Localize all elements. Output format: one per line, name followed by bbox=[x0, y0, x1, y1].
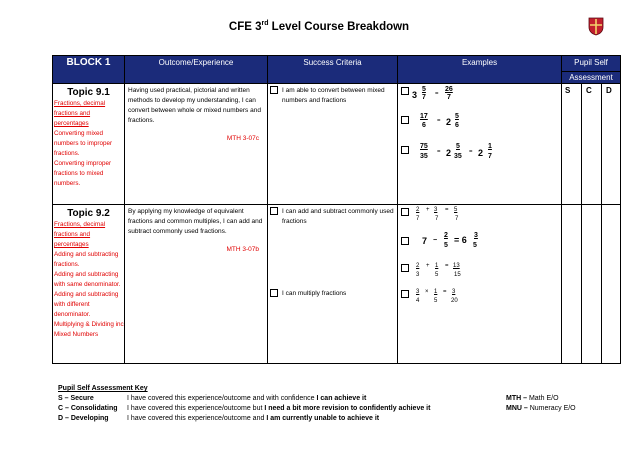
topic-9-1-line-2: Converting improper fractions to mixed numbers. bbox=[54, 160, 112, 187]
key-code: MTH – bbox=[506, 395, 527, 402]
header-pupil-self-assessment bbox=[562, 56, 621, 72]
key-title: Pupil Self Assessment Key bbox=[58, 385, 148, 392]
psa-line-1: Pupil Self bbox=[574, 58, 608, 67]
title-rest: Level Course Breakdown bbox=[268, 20, 410, 33]
key-row-developing bbox=[58, 414, 628, 424]
ex-whole: 2 bbox=[478, 148, 484, 158]
ex-num: 5 bbox=[422, 86, 426, 93]
ex-den: 15 bbox=[454, 272, 461, 278]
ex-eq: = bbox=[445, 207, 449, 213]
topic-9-2-details bbox=[53, 220, 124, 340]
topic-9-2-line-3: Adding and subtracting with different denominator. bbox=[54, 291, 119, 318]
self-assessment-c-cell[interactable] bbox=[582, 205, 602, 364]
key-code-meaning: Math E/O bbox=[527, 395, 559, 402]
ex-num: 3 bbox=[416, 289, 420, 295]
self-assessment-d-cell[interactable] bbox=[602, 84, 621, 205]
ex-eq: = bbox=[445, 263, 449, 269]
self-assessment-s-cell[interactable] bbox=[562, 84, 582, 205]
ex-den: 20 bbox=[451, 298, 458, 304]
example-checkbox[interactable] bbox=[401, 290, 409, 298]
ex-whole: 2 bbox=[446, 117, 452, 127]
title-main: CFE 3 bbox=[228, 20, 262, 33]
ex-eq: = bbox=[437, 149, 441, 155]
ex-whole: 3 bbox=[412, 90, 418, 100]
header-block: BLOCK 1 bbox=[53, 56, 125, 84]
ex-num: 5 bbox=[455, 113, 459, 120]
ex-num: 2 bbox=[444, 232, 448, 239]
topic-9-2-subtitle: Fractions, decimal fractions and percentages bbox=[54, 221, 106, 248]
ex-eq: = bbox=[443, 289, 447, 295]
key-label: C – Consolidating bbox=[58, 405, 118, 412]
ex-num: 13 bbox=[453, 263, 460, 269]
topic-9-2-line-2: Adding and subtracting with same denominator. bbox=[54, 271, 121, 288]
key-text: I have covered this experience/outcome but bbox=[127, 405, 265, 412]
topic-9-2-cell bbox=[53, 205, 125, 364]
ex-den: 7 bbox=[488, 153, 492, 160]
ex-den: 6 bbox=[422, 122, 426, 129]
key-row-consolidating bbox=[58, 404, 628, 414]
psa-label-s: S bbox=[565, 86, 571, 95]
example-checkbox[interactable] bbox=[401, 116, 409, 124]
ex-num: 2 bbox=[416, 207, 420, 213]
example-checkbox[interactable] bbox=[401, 264, 409, 272]
ex-den: 7 bbox=[422, 94, 426, 101]
header-criteria: Success Criteria bbox=[268, 56, 398, 84]
ex-den: 5 bbox=[434, 298, 438, 304]
key-label: D – Developing bbox=[58, 415, 109, 422]
topic-9-2-criterion-1 bbox=[268, 205, 397, 229]
key-text: I have covered this experience/outcome and bbox=[127, 415, 267, 422]
ex-den: 35 bbox=[454, 153, 462, 160]
ex-den: 6 bbox=[455, 122, 459, 129]
key-bold-text: I can achieve it bbox=[316, 395, 367, 402]
topic-9-2-row bbox=[53, 205, 621, 364]
topic-9-1-details bbox=[53, 99, 124, 189]
key-bold-text: I am currently unable to achieve it bbox=[266, 415, 380, 422]
ex-num: 1 bbox=[434, 289, 438, 295]
topic-9-2-criterion-2 bbox=[268, 287, 349, 301]
ex-den: 7 bbox=[416, 216, 420, 222]
ex-den: 5 bbox=[444, 242, 448, 249]
topic-9-2-criterion-1-text: I can add and subtract commonly used fractions bbox=[282, 208, 394, 225]
topic-9-1-row bbox=[53, 84, 621, 205]
ex-op: + bbox=[426, 263, 430, 269]
self-assessment-key bbox=[58, 384, 628, 424]
page-title bbox=[0, 20, 638, 33]
example-checkbox[interactable] bbox=[401, 208, 409, 216]
topic-9-2-examples-cell bbox=[398, 205, 562, 364]
ex-num: 2 bbox=[416, 263, 420, 269]
ex-eq: = bbox=[437, 118, 441, 124]
psa-column-labels bbox=[561, 86, 621, 98]
ex-num: 1 bbox=[488, 143, 492, 150]
example-checkbox[interactable] bbox=[401, 87, 409, 95]
topic-9-1-code: MTH 3-07c bbox=[226, 135, 259, 142]
header-examples: Examples bbox=[398, 56, 562, 84]
topic-9-2-code: MTH 3-07b bbox=[226, 246, 259, 253]
topic-9-1-criterion bbox=[268, 84, 397, 108]
ex-num: 5 bbox=[454, 207, 458, 213]
topic-9-1-examples-cell bbox=[398, 84, 562, 205]
topic-9-2-outcome: By applying my knowledge of equivalent fractions and common multiples, I can add and subtract commonly used fractions. bbox=[128, 208, 263, 235]
key-description bbox=[127, 414, 379, 424]
ex-den: 3 bbox=[416, 272, 420, 278]
ex-eq: = bbox=[469, 149, 473, 155]
key-label: S – Secure bbox=[58, 395, 94, 402]
self-assessment-s-cell[interactable] bbox=[562, 205, 582, 364]
criterion-checkbox[interactable] bbox=[270, 86, 278, 94]
example-checkbox[interactable] bbox=[401, 146, 409, 154]
ex-num: 5 bbox=[456, 143, 460, 150]
ex-num: 26 bbox=[445, 86, 453, 93]
ex-op: + bbox=[426, 207, 430, 213]
ex-den: 35 bbox=[420, 153, 428, 160]
course-breakdown-table bbox=[52, 55, 621, 364]
ex-den: 7 bbox=[447, 94, 451, 101]
key-legend bbox=[506, 404, 576, 414]
key-code-meaning: Numeracy E/O bbox=[527, 405, 576, 412]
table-header-row bbox=[53, 56, 621, 72]
topic-9-2-line-1: Adding and subtracting fractions. bbox=[54, 251, 119, 268]
key-legend bbox=[506, 394, 559, 404]
ex-op: − bbox=[433, 237, 438, 244]
psa-label-c: C bbox=[586, 86, 592, 95]
key-row-secure bbox=[58, 394, 628, 404]
topic-9-1-outcome: Having used practical, pictorial and written methods to develop my understanding, I can convert between whole or mixed numbers and fractions. bbox=[128, 87, 261, 124]
topic-9-2-criteria-cell bbox=[268, 205, 398, 364]
example-checkbox[interactable] bbox=[401, 237, 409, 245]
ex-num: 3 bbox=[434, 207, 438, 213]
topic-9-1-title: Topic 9.1 bbox=[67, 87, 110, 98]
ex-op: × bbox=[425, 289, 429, 295]
key-description bbox=[127, 404, 430, 414]
topic-9-2-line-4: Multiplying & Dividing inc Mixed Numbers bbox=[54, 321, 124, 338]
ex-den: 7 bbox=[455, 216, 459, 222]
topic-9-2-criterion-2-text: I can multiply fractions bbox=[282, 290, 347, 297]
topic-9-2-outcome-cell bbox=[125, 205, 268, 364]
self-assessment-d-cell[interactable] bbox=[602, 205, 621, 364]
ex-den: 5 bbox=[473, 242, 477, 249]
ex-den: 5 bbox=[435, 272, 439, 278]
ex-den: 4 bbox=[416, 298, 420, 304]
ex-num: 75 bbox=[420, 143, 428, 150]
key-bold-text: I need a bit more revision to confidently achieve it bbox=[264, 405, 431, 412]
key-text: I have covered this experience/outcome and with confidence bbox=[127, 395, 317, 402]
ex-num: 3 bbox=[474, 232, 478, 239]
psa-line-2: Assessment bbox=[562, 72, 621, 84]
ex-num: 3 bbox=[452, 289, 456, 295]
ex-den: 7 bbox=[435, 216, 439, 222]
ex-whole: 2 bbox=[446, 148, 452, 158]
key-code: MNU – bbox=[506, 405, 528, 412]
topic-9-2-title: Topic 9.2 bbox=[67, 208, 110, 219]
topic-9-1-criterion-text: I am able to convert between mixed numbers and fractions bbox=[282, 87, 385, 104]
ex-num: 17 bbox=[420, 113, 428, 120]
header-outcome: Outcome/Experience bbox=[125, 56, 268, 84]
ex-whole: = 6 bbox=[454, 235, 467, 245]
key-description bbox=[127, 394, 366, 404]
topic-9-1-subtitle: Fractions, decimal fractions and percentages bbox=[54, 100, 106, 127]
title-superscript: rd bbox=[261, 20, 269, 27]
ex-eq: = bbox=[435, 91, 439, 97]
psa-label-d: D bbox=[606, 86, 612, 95]
topic-9-1-cell bbox=[53, 84, 125, 205]
criterion-checkbox[interactable] bbox=[270, 289, 278, 297]
ex-num: 1 bbox=[435, 263, 439, 269]
topic-9-1-criteria-cell bbox=[268, 84, 398, 205]
ex-whole: 7 bbox=[422, 236, 428, 246]
topic-9-1-outcome-cell bbox=[125, 84, 268, 205]
self-assessment-c-cell[interactable] bbox=[582, 84, 602, 205]
criterion-checkbox[interactable] bbox=[270, 207, 278, 215]
topic-9-1-line-1: Converting mixed numbers to improper fractions. bbox=[54, 130, 113, 157]
